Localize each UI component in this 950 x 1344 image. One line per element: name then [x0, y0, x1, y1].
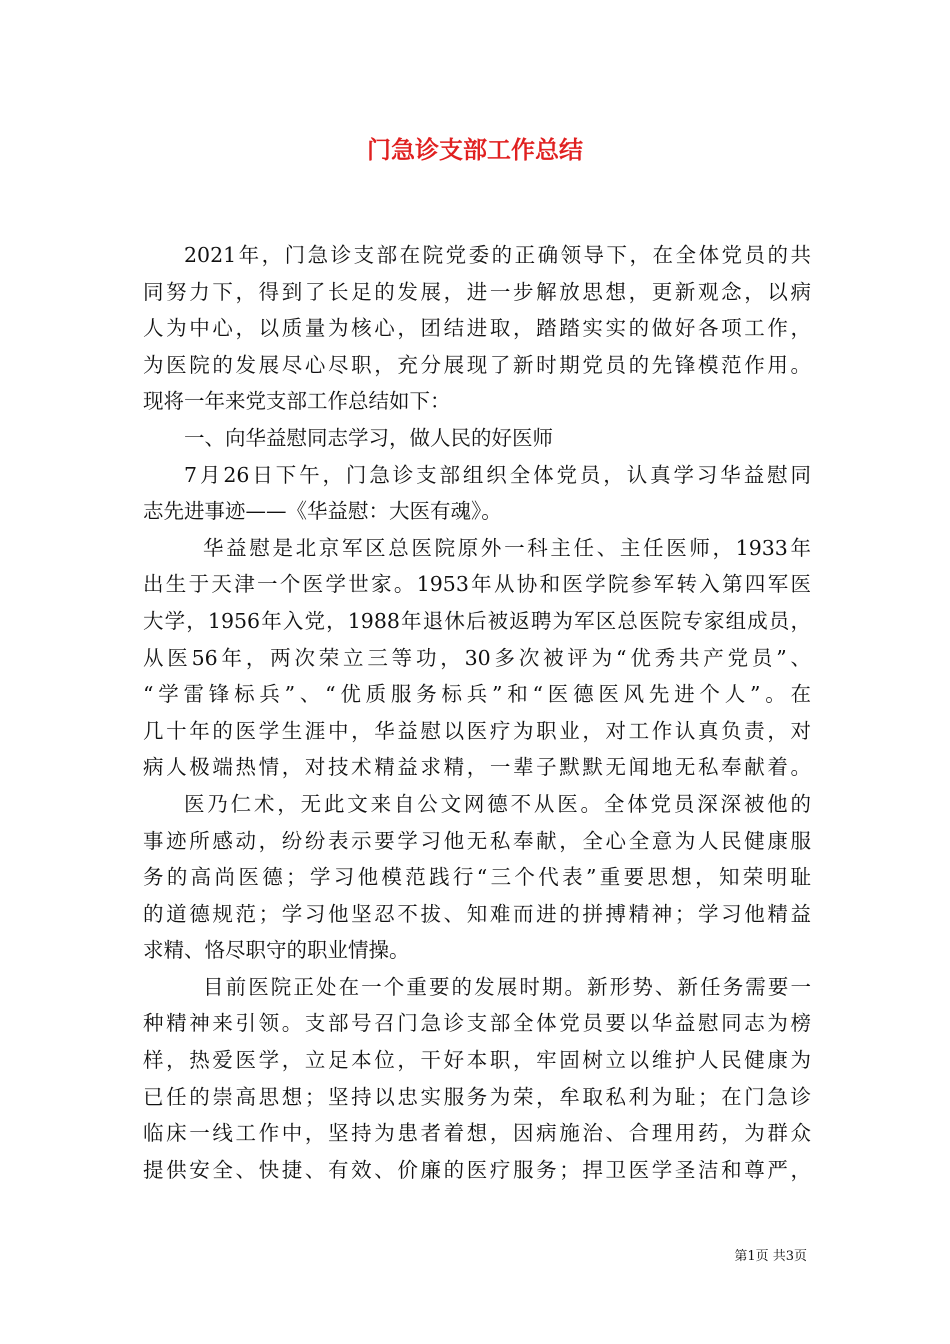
paragraph-line: 大学，1956年入党，1988年退休后被返聘为军区总医院专家组成员， [143, 608, 811, 633]
paragraph-line: 出生于天津一个医学世家。1953年从协和医学院参军转入第四军医 [143, 572, 811, 597]
paragraph-line: “学雷锋标兵”、“优质服务标兵”和“医德医风先进个人”。在 [143, 682, 811, 707]
paragraph-line: 从医56年，两次荣立三等功，30多次被评为“优秀共产党员”、 [143, 645, 811, 670]
paragraph-line: 求精、恪尽职守的职业情操。 [143, 938, 410, 963]
page-number: 第1页 共3页 [734, 1249, 807, 1264]
paragraph-line: 同努力下，得到了长足的发展，进一步解放思想，更新观念，以病 [143, 279, 811, 304]
paragraph-line: 为医院的发展尽心尽职，充分展现了新时期党员的先锋模范作用。 [143, 352, 811, 377]
document-body [143, 237, 811, 1188]
paragraph-line: 志先进事迹——《华益慰：大医有魂》。 [143, 499, 502, 524]
paragraph-line: 务的高尚医德；学习他模范践行“三个代表”重要思想，知荣明耻 [143, 865, 811, 890]
paragraph-line: 几十年的医学生涯中，华益慰以医疗为职业，对工作认真负责，对 [143, 718, 811, 743]
section-heading: 一、向华益慰同志学习，做人民的好医师 [184, 425, 553, 450]
paragraph-line: 样，热爱医学，立足本位，干好本职，牢固树立以维护人民健康为 [143, 1048, 811, 1073]
paragraph-line: 人为中心，以质量为核心，团结进取，踏踏实实的做好各项工作， [143, 316, 811, 341]
paragraph-line: 2021年，门急诊支部在院党委的正确领导下，在全体党员的共 [184, 243, 811, 267]
paragraph-line: 现将一年来党支部工作总结如下： [143, 389, 451, 414]
paragraph-line: 医乃仁术，无此文来自公文网德不从医。全体党员深深被他的 [184, 791, 811, 816]
paragraph-line: 病人极端热情，对技术精益求精，一辈子默默无闻地无私奉献着。 [143, 755, 811, 780]
paragraph-line: 目前医院正处在一个重要的发展时期。新形势、新任务需要一 [203, 974, 811, 999]
paragraph-line: 华益慰是北京军区总医院原外一科主任、主任医师，1933年 [203, 535, 811, 560]
paragraph-line: 的道德规范；学习他坚忍不拔、知难而进的拼搏精神；学习他精益 [143, 901, 811, 926]
paragraph-line: 7月26日下午，门急诊支部组织全体党员，认真学习华益慰同 [184, 462, 811, 487]
paragraph-line: 种精神来引领。支部号召门急诊支部全体党员要以华益慰同志为榜 [143, 1011, 811, 1036]
paragraph-line: 事迹所感动，纷纷表示要学习他无私奉献，全心全意为人民健康服 [143, 828, 811, 853]
paragraph-line: 已任的崇高思想；坚持以忠实服务为荣，牟取私利为耻；在门急诊 [143, 1084, 811, 1109]
paragraph-line: 临床一线工作中，坚持为患者着想，因病施治、合理用药，为群众 [143, 1121, 811, 1146]
document-title: 门急诊支部工作总结 [367, 136, 583, 164]
paragraph-line: 提供安全、快捷、有效、价廉的医疗服务；捍卫医学圣洁和尊严， [143, 1157, 811, 1182]
